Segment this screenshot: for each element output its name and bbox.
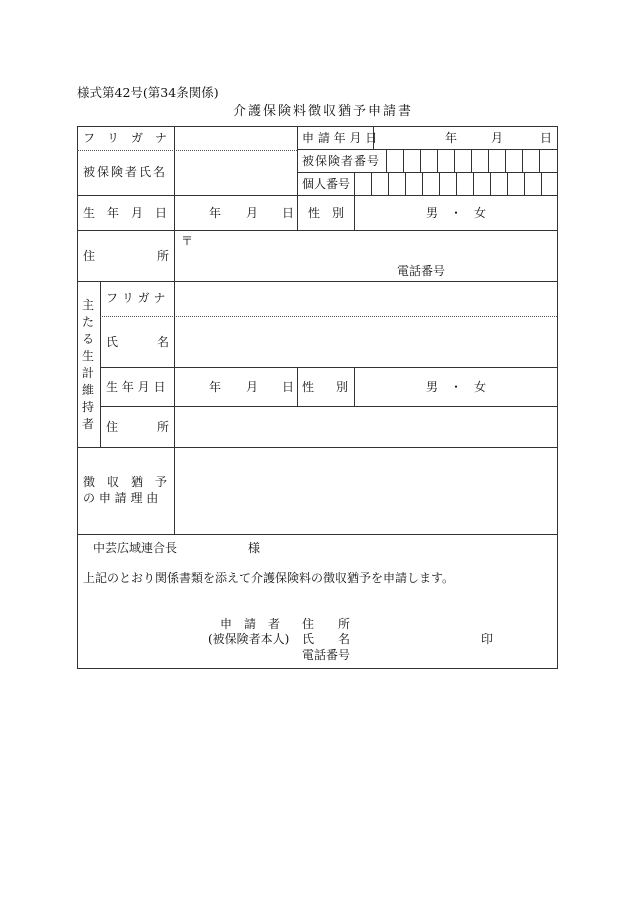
addressee: 中芸広域連合長: [93, 541, 178, 555]
statement: 上記のとおり関係書類を添えて介護保険料の徴収猶予を申請します。: [83, 571, 455, 585]
breadwinner-birth-month: 月: [246, 380, 259, 394]
col-line: [354, 367, 355, 406]
digit-box-line: [403, 149, 404, 172]
breadwinner-furigana-divider: [100, 316, 557, 317]
row-line: [77, 195, 557, 196]
breadwinner-birth-label: 生 年 月 日: [106, 380, 166, 394]
label-column-line: [174, 126, 175, 534]
digit-box-line: [456, 172, 457, 195]
row-line: [297, 172, 557, 173]
col-line: [297, 367, 298, 406]
breadwinner-side-line: [100, 281, 101, 447]
breadwinner-address-label-1: 住: [106, 420, 119, 434]
row-line: [297, 149, 557, 150]
digit-box-line: [439, 172, 440, 195]
personal-number-label: 個人番号: [302, 177, 351, 191]
digit-box-line: [541, 172, 542, 195]
digit-box-line: [454, 149, 455, 172]
form-number: 様式第42号(第34条関係): [77, 85, 219, 100]
address-label-1: 住: [83, 249, 96, 263]
digit-box-line: [420, 149, 421, 172]
digit-box-line: [405, 172, 406, 195]
row-line: [77, 534, 557, 535]
col-line: [354, 195, 355, 230]
digit-box-line: [507, 172, 508, 195]
digit-box-line: [490, 172, 491, 195]
breadwinner-sex-label-2: 別: [336, 380, 349, 394]
digit-box-line: [354, 172, 355, 195]
footer-name-label: 氏 名: [302, 632, 351, 646]
breadwinner-furigana-label: フ リ ガ ナ: [106, 291, 166, 305]
digit-box-line: [539, 149, 540, 172]
digit-box-line: [437, 149, 438, 172]
breadwinner-name-label-2: 名: [157, 335, 170, 349]
row-line: [77, 281, 557, 282]
applicant-sub-label: (被保険者本人): [208, 632, 290, 646]
digit-box-line: [488, 149, 489, 172]
form-title: 介護保険料徴収猶予申請書: [233, 104, 414, 119]
breadwinner-name-label-1: 氏: [106, 335, 119, 349]
row-line: [100, 367, 557, 368]
furigana-label: フ リ ガ ナ: [83, 131, 168, 145]
applicant-label: 申 請 者: [220, 617, 281, 631]
address-label-2: 所: [157, 249, 170, 263]
reason-label-line2: の 申 請 理 由: [83, 491, 159, 505]
footer-phone-label: 電話番号: [302, 648, 351, 662]
birth-date-label: 生 年 月 日: [83, 206, 168, 220]
breadwinner-side-label: 主 た る 生 計 維 持 者: [81, 298, 94, 431]
digit-box-line: [388, 172, 389, 195]
apply-date-month: 月: [491, 131, 504, 145]
furigana-divider: [77, 150, 297, 151]
digit-box-line: [422, 172, 423, 195]
digit-box-line: [471, 149, 472, 172]
sex-options: 男 ・ 女: [426, 206, 487, 220]
apply-date-day: 日: [540, 131, 553, 145]
insured-number-label: 被保険者番号: [302, 154, 381, 168]
digit-box-line: [524, 172, 525, 195]
breadwinner-birth-year: 年: [209, 380, 222, 394]
row-line: [77, 230, 557, 231]
reason-label-line1: 徴 収 猶 予: [83, 475, 168, 489]
postal-mark: 〒: [181, 234, 194, 248]
footer-address-label: 住 所: [302, 617, 351, 631]
digit-box-line: [505, 149, 506, 172]
seal-mark: 印: [481, 632, 494, 646]
honorific: 様: [248, 541, 261, 555]
digit-box-line: [522, 149, 523, 172]
col-line: [297, 126, 298, 230]
breadwinner-sex-label-1: 性: [302, 380, 315, 394]
insured-name-label: 被保険者氏名: [83, 165, 168, 179]
digit-box-line: [371, 172, 372, 195]
breadwinner-birth-day: 日: [282, 380, 295, 394]
row-line: [100, 406, 557, 407]
birth-year: 年: [209, 206, 222, 220]
digit-box-line: [473, 172, 474, 195]
sex-label: 性 別: [308, 206, 345, 220]
birth-month: 月: [246, 206, 259, 220]
breadwinner-sex-options: 男 ・ 女: [426, 380, 487, 394]
apply-date-label: 申 請 年 月 日: [302, 131, 378, 145]
digit-box-line: [386, 149, 387, 172]
row-line: [77, 447, 557, 448]
apply-date-year: 年: [445, 131, 458, 145]
breadwinner-address-label-2: 所: [157, 420, 170, 434]
phone-label: 電話番号: [397, 264, 446, 278]
birth-day: 日: [282, 206, 295, 220]
